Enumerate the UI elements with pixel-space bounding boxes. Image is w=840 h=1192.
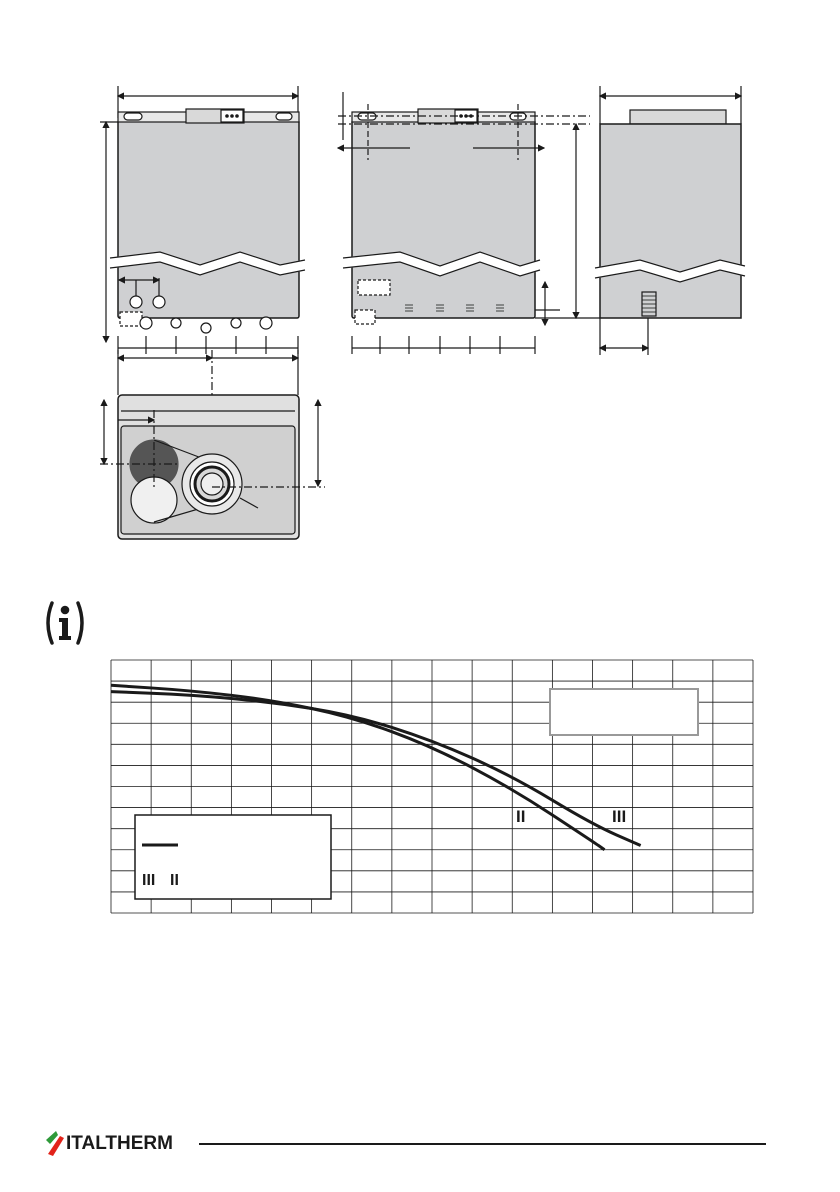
brand-name: ITALTHERM: [66, 1133, 173, 1154]
pump-curve-chart: [100, 655, 760, 917]
series-label-ii: II: [516, 807, 526, 826]
side-view: [595, 86, 745, 355]
series-label-iii: III: [612, 807, 627, 826]
chart-legend: [135, 815, 331, 899]
footer-rule: [199, 1143, 766, 1145]
chart-note-box: [550, 689, 698, 735]
brand-logo-mark: [44, 1130, 68, 1156]
legend-label-ii: II: [170, 872, 179, 889]
info-icon: [42, 600, 88, 646]
top-view: [100, 350, 325, 539]
side-view-connections: [338, 92, 600, 354]
legend-label-iii: III: [142, 872, 156, 889]
front-view: [100, 86, 305, 354]
legend-box: [135, 815, 331, 899]
technical-drawings: [0, 0, 840, 560]
